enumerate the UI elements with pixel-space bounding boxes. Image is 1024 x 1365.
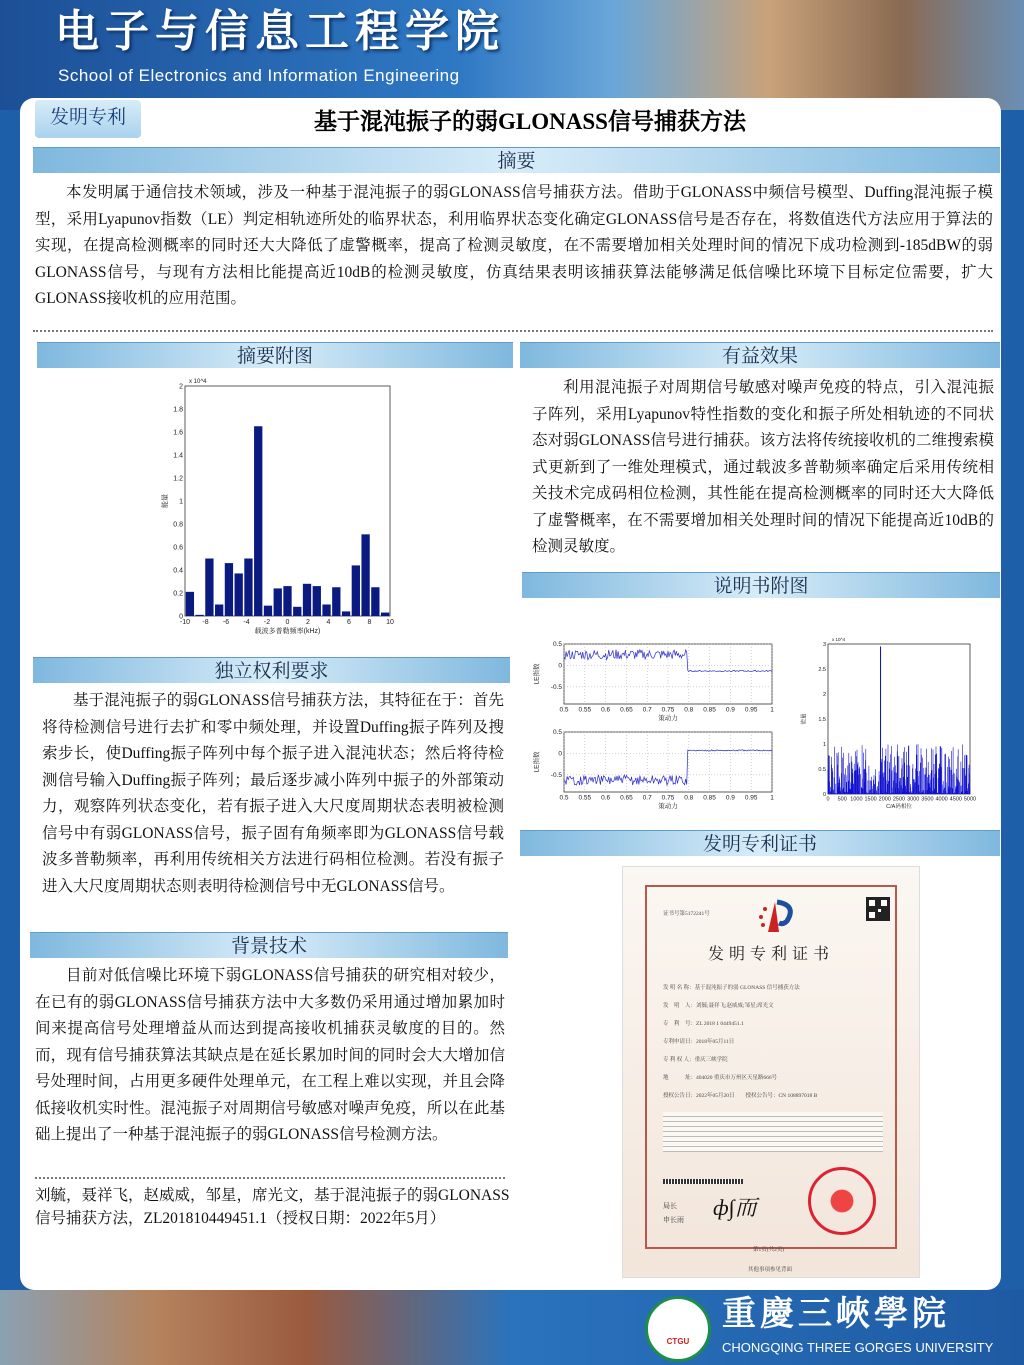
category-tag: 发明专利 xyxy=(35,100,141,138)
citation: 刘毓，聂祥飞，赵威威，邹星，席光文，基于混沌振子的弱GLONASS信号捕获方法，ZL201810449451.1（授权日期：2022年5月） xyxy=(35,1187,510,1227)
x-tick-label: 1 xyxy=(770,794,774,802)
x-tick-label: 3000 xyxy=(907,796,920,803)
x-tick-label: 2000 xyxy=(878,796,891,803)
x-tick-label: -10 xyxy=(179,619,191,626)
x-axis-label: 策动力 xyxy=(658,715,678,722)
page-title: 基于混沌振子的弱GLONASS信号捕获方法 xyxy=(314,109,746,134)
patent-certificate-image xyxy=(622,866,920,1278)
bar xyxy=(264,606,272,616)
bar xyxy=(215,605,223,617)
x-tick-label: 3500 xyxy=(921,796,934,803)
section-header-abstract-figure: 摘要附图 xyxy=(37,342,513,368)
y-axis-label: 能量 xyxy=(801,713,808,725)
x-tick-label: 0.75 xyxy=(661,706,675,714)
x-axis-label: C/A码相位 xyxy=(886,804,912,810)
bar xyxy=(225,563,233,616)
x-tick-label: 4000 xyxy=(935,796,948,803)
benefits-text: 利用混沌振子对周期信号敏感对噪声免疫的特点，引入混沌振子阵列，采用Lyapunov特性指数的变化和振子所处相轨迹的不同状态对弱GLONASS信号进行捕获。该方法将传统接收机的二维搜索模式更新到了一维处理模式，通过载波多普勒频率确定后采用传统相关技术完成码相位检测，其性能在提高检测概率的同时还大大降低了虚警概率，在不需要增加相关处理时间的情况下能提高近10dB的检测灵敏度。 xyxy=(532,379,994,555)
x-tick-label: 0.55 xyxy=(578,706,592,714)
x-tick-label: 5000 xyxy=(963,796,977,803)
y-tick-label: 2 xyxy=(822,691,826,698)
x-tick-label: 1 xyxy=(770,706,774,714)
y-tick-label: -0.5 xyxy=(550,772,562,780)
official-seal xyxy=(808,1167,876,1235)
y-scale-label: x 10^4 xyxy=(832,637,846,642)
certificate-body-text xyxy=(663,1112,883,1152)
x-tick-label: 0.9 xyxy=(725,794,735,802)
x-axis-label: 载波多普勒频率(kHz) xyxy=(254,628,321,635)
section-header-benefits: 有益效果 xyxy=(520,342,1000,368)
certificate-page: 第1页(共2页) xyxy=(753,1247,785,1253)
signer-title: 局长 xyxy=(663,1202,677,1210)
y-tick-label: 0 xyxy=(179,613,183,621)
x-tick-label: 0.95 xyxy=(744,706,758,714)
bar xyxy=(195,615,203,616)
y-tick-label: 1.2 xyxy=(173,475,183,483)
bar xyxy=(274,588,282,616)
y-tick-label: 1.4 xyxy=(173,452,183,460)
certificate-line: 专 利 权 人：重庆三峡学院 xyxy=(663,1057,728,1063)
y-tick-label: 0.5 xyxy=(552,641,562,649)
barcode xyxy=(663,1179,743,1184)
bar xyxy=(205,559,213,617)
y-tick-label: 1 xyxy=(822,741,826,748)
x-tick-label: 0.95 xyxy=(744,794,758,802)
x-tick-label: 1000 xyxy=(850,796,863,803)
x-tick-label: 4 xyxy=(326,619,331,626)
certificate-line: 专利申请日：2018年05月11日 xyxy=(663,1039,735,1045)
x-tick-label: 0.6 xyxy=(601,794,611,802)
le-plot-top xyxy=(532,640,782,725)
x-tick-label: 0.6 xyxy=(601,706,611,714)
y-tick-label: 0.2 xyxy=(173,590,183,598)
y-axis-label: LE指数 xyxy=(533,663,541,685)
x-tick-label: 0.7 xyxy=(642,706,652,714)
x-tick-label: 0 xyxy=(285,619,290,626)
qr-code-icon xyxy=(866,897,890,921)
x-tick-label: 0.8 xyxy=(684,706,694,714)
x-tick-label: 2 xyxy=(306,619,310,626)
y-axis-label: 能量 xyxy=(162,494,169,508)
x-tick-label: -8 xyxy=(202,619,209,626)
bar xyxy=(244,559,252,617)
bar xyxy=(283,586,291,616)
x-tick-label: 0.5 xyxy=(559,706,569,714)
x-tick-label: -6 xyxy=(222,619,230,626)
y-tick-label: 0 xyxy=(822,791,826,798)
certificate-title: 发明专利证书 xyxy=(707,946,834,963)
y-tick-label: 2 xyxy=(179,383,183,391)
university-logo xyxy=(645,1296,711,1362)
university-name-en: CHONGQING THREE GORGES UNIVERSITY xyxy=(722,1340,994,1355)
le-plot-bottom xyxy=(532,728,782,816)
x-tick-label: 0.55 xyxy=(578,794,592,802)
certificate-line: 授权公告日：2022年05月20日 授权公告号：CN 108897018 B xyxy=(663,1093,818,1099)
y-axis-label: LE指数 xyxy=(533,751,541,773)
certificate-line: 专 利 号：ZL 2018 1 0449451.1 xyxy=(663,1021,744,1027)
y-tick-label: 0.5 xyxy=(818,766,826,773)
cnipa-logo-icon xyxy=(753,897,798,937)
x-tick-label: 0.65 xyxy=(620,794,633,802)
certificate-line: 地 址：404020 重庆市万州区天星路666号 xyxy=(663,1075,778,1081)
x-tick-label: 8 xyxy=(367,619,372,626)
y-tick-label: 1.5 xyxy=(818,716,826,723)
x-tick-label: 0.7 xyxy=(642,794,652,802)
x-tick-label: 0.85 xyxy=(703,706,716,714)
x-tick-label: 10 xyxy=(386,619,394,626)
section-header-abstract: 摘要 xyxy=(33,147,1000,173)
certificate-line: 发 明 人：刘毓;聂祥飞;赵威威;邹星;席光文 xyxy=(663,1003,774,1009)
certificate-line: 发 明 名 称：基于混沌振子的弱 GLONASS 信号捕获方法 xyxy=(663,985,800,991)
divider xyxy=(33,330,993,332)
x-tick-label: 500 xyxy=(837,796,847,803)
school-title-en: School of Electronics and Information Engineering xyxy=(58,66,460,85)
header-banner xyxy=(0,0,1024,110)
signature-image: ф∫而 xyxy=(713,1195,757,1220)
y-tick-label: 2.5 xyxy=(818,666,826,673)
x-tick-label: 0.85 xyxy=(703,794,716,802)
x-tick-label: -4 xyxy=(243,619,250,626)
x-tick-label: 0.65 xyxy=(620,706,633,714)
bar xyxy=(186,592,194,616)
bar xyxy=(332,587,340,616)
certificate-serial: 证书号第5172241号 xyxy=(663,911,710,917)
divider xyxy=(35,1177,505,1179)
x-tick-label: 0.5 xyxy=(559,794,569,802)
bar xyxy=(313,586,321,616)
y-tick-label: 0 xyxy=(558,662,562,670)
y-tick-label: 0.5 xyxy=(552,729,562,737)
x-tick-label: 2500 xyxy=(892,796,906,803)
x-tick-label: 0.8 xyxy=(684,794,694,802)
bar xyxy=(293,607,301,616)
y-tick-label: 1.6 xyxy=(173,429,183,437)
x-tick-label: -2 xyxy=(263,619,271,626)
y-tick-label: 0 xyxy=(558,750,562,758)
y-scale-label: x 10^4 xyxy=(189,379,207,385)
certificate-footer: 其他事项参见背面 xyxy=(748,1267,793,1273)
abstract-bar-chart xyxy=(160,372,405,647)
x-tick-label: 4500 xyxy=(949,796,962,803)
y-tick-label: 0.4 xyxy=(173,567,183,575)
background-text: 目前对低信噪比环境下弱GLONASS信号捕获的研究相对较少，在已有的弱GLONASS信号捕获方法中大多数仍采用通过增加累加时间来提高信号处理增益从而达到提高接收机捕获灵敏度的目的。然而，现有信号捕获算法其缺点是在延长累加时间的同时会大大增加信号处理时间，占用更多硬件处理单元，在工程上难以实现，并且会降低接收机实时性。混沌振子对周期信号敏感对噪声免疫，所以在此基础上提出了一种基于混沌振子的弱GLONASS信号检测方法。 xyxy=(35,967,505,1143)
y-tick-label: 0.6 xyxy=(173,544,183,552)
x-tick-label: 0 xyxy=(826,796,830,803)
bar xyxy=(361,534,369,616)
y-tick-label: 0.8 xyxy=(173,521,183,529)
bar xyxy=(254,426,262,616)
y-tick-label: 1 xyxy=(179,498,183,506)
footer-banner xyxy=(0,1290,1024,1365)
y-tick-label: -0.5 xyxy=(550,684,562,692)
y-tick-label: 3 xyxy=(822,641,826,648)
section-header-background: 背景技术 xyxy=(30,932,508,958)
bar xyxy=(352,565,360,616)
claims-text: 基于混沌振子的弱GLONASS信号捕获方法，其特征在于：首先将待检测信号进行去扩和零中频处理，并设置Duffing振子阵列及搜索步长，使Duffing振子阵列中每个振子进入混沌状态；然后将待检测信号输入Duffing振子阵列；最后逐步减小阵列中振子的外部策动力，观察阵列状态变化，若有振子进入大尺度周期状态表明被检测信号中有弱GLONASS信号，振子固有角频率即为GLONASS信号载波多普勒频率，再利用传统相关方法进行码相位检测。若没有振子进入大尺度周期状态则表明待检测信号中无GLONASS信号。 xyxy=(42,692,504,895)
bar xyxy=(322,605,330,617)
x-tick-label: 0.9 xyxy=(725,706,735,714)
bar xyxy=(381,613,389,616)
x-tick-label: 6 xyxy=(347,619,351,626)
university-name-cn: 重慶三峽學院 xyxy=(722,1296,950,1333)
bar xyxy=(342,611,350,616)
bar xyxy=(235,573,243,616)
x-tick-label: 0.75 xyxy=(661,794,675,802)
x-axis-label: 策动力 xyxy=(658,803,678,810)
y-tick-label: 1.8 xyxy=(173,406,183,414)
logo-text: CTGU xyxy=(666,1337,690,1346)
section-header-spec-figure: 说明书附图 xyxy=(522,572,1000,598)
school-title-cn: 电子与信息工程学院 xyxy=(55,6,505,57)
bar xyxy=(303,584,311,616)
signer-name: 申长雨 xyxy=(663,1216,684,1224)
abstract-text: 本发明属于通信技术领域，涉及一种基于混沌振子的弱GLONASS信号捕获方法。借助于GLONASS中频信号模型、Duffing混沌振子模型，采用Lyapunov指数（LE）判定相轨迹所处的临界状态，利用临界状态变化确定GLONASS信号是否存在，将数值迭代方法应用于算法的实现，在提高检测概率的同时还大大降低了虚警概率，提高了检测灵敏度，在不需要增加相关处理时间的情况下成功检测到-185dBW的弱GLONASS信号，与现有方法相比能提高近10dB的检测灵敏度，仿真结果表明该捕获算法能够满足低信噪比环境下目标定位需要，扩大GLONASS接收机的应用范围。 xyxy=(35,184,993,307)
x-tick-label: 1500 xyxy=(864,796,877,803)
bar xyxy=(371,587,379,616)
code-phase-spectrum-plot xyxy=(800,632,985,822)
section-header-claims: 独立权利要求 xyxy=(33,657,510,683)
section-header-certificate: 发明专利证书 xyxy=(520,830,1000,856)
